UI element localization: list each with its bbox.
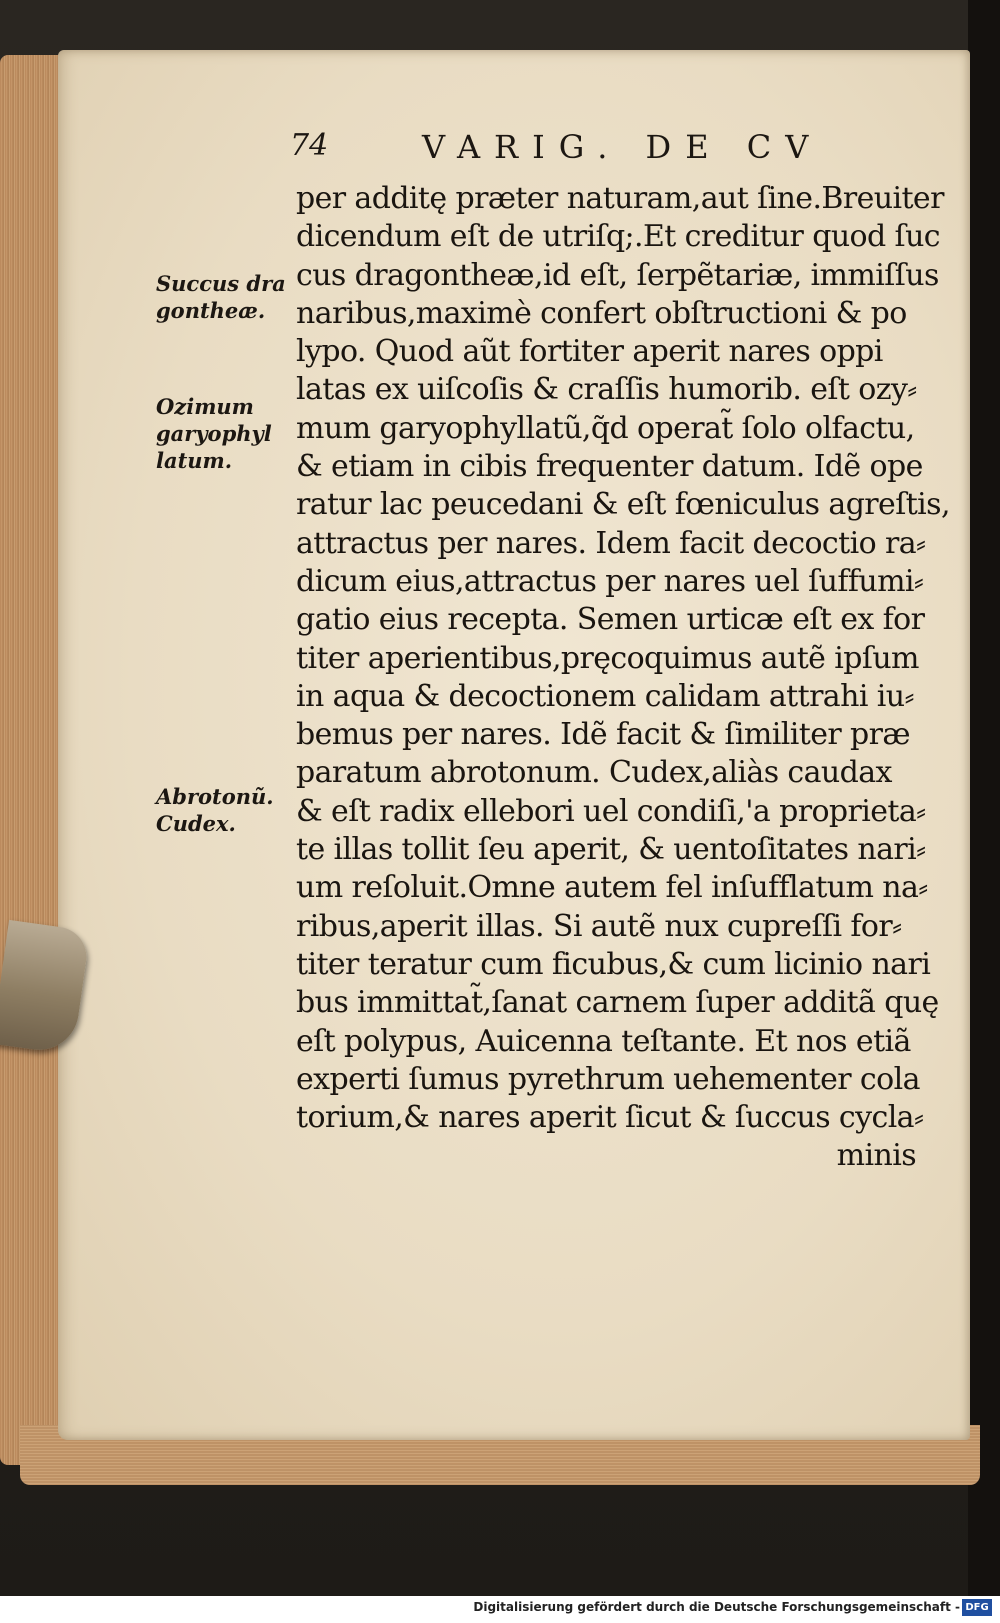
- text-line: um reſoluit.Omne autem fel inſufflatum na⸗: [296, 870, 928, 906]
- text-line: torium,& nares aperit ſicut & ſuccus cycla⸗: [296, 1100, 924, 1136]
- binding-gutter: [968, 0, 1000, 1596]
- text-line: naribus,maximè confert obſtructioni & po: [296, 295, 907, 331]
- page-header: [290, 128, 850, 178]
- text-line: lypo. Quod aũt fortiter aperit nares oppi: [296, 334, 883, 370]
- text-line: bus immittat̃,ſanat carnem ſuper additã quę: [296, 985, 939, 1021]
- text-line: paratum abrotonum. Cudex,aliàs caudax: [296, 755, 892, 791]
- text-line: attractus per nares. Idem facit decoctio ra⸗: [296, 525, 926, 561]
- text-line: experti ſumus pyrethrum uehementer cola: [296, 1061, 920, 1097]
- text-line: cus dragontheæ,id eſt, ſerpẽtariæ, immiſſus: [296, 257, 939, 293]
- text-line: & eſt radix ellebori uel condiſi,'a proprieta⸗: [296, 793, 926, 829]
- margin-note-succus: Succus dra gontheæ.: [156, 271, 286, 323]
- text-line: ribus,aperit illas. Si autẽ nux cupreſſi for⸗: [296, 908, 902, 944]
- body-text: [296, 180, 950, 1176]
- text-line: te illas tollit ſeu aperit, & uentoſitates nari⸗: [296, 832, 926, 868]
- text-line: in aqua & decoctionem calidam attrahi iu⸗: [296, 678, 914, 714]
- text-line: bemus per nares. Idẽ facit & ſimiliter præ: [296, 717, 910, 753]
- margin-note-ozimum: Ozimum garyophyl latum.: [156, 394, 272, 473]
- funding-credit: Digitalisierung gefördert durch die Deutsche Forschungsgemeinschaft -: [473, 1600, 960, 1614]
- dfg-logo: DFG: [962, 1599, 992, 1616]
- text-line: dicendum eſt de utriſq;.Et creditur quod ſuc: [296, 219, 940, 255]
- running-title: VARIG. DE CV: [422, 128, 823, 166]
- text-line: & etiam in cibis frequenter datum. Idẽ ope: [296, 449, 923, 485]
- text-line: per additę præter naturam,aut ſine.Breuiter: [296, 181, 944, 216]
- text-line: latas ex uiſcoſis & craſſis humorib. eſt ozy⸗: [296, 372, 917, 408]
- margin-note-abrotonum: Abrotonũ. Cudex.: [156, 784, 274, 836]
- text-line: mum garyophyllatũ,q̃d operat̃ ſolo olfactu,: [296, 410, 915, 446]
- text-line: titer teratur cum ficubus,& cum licinio nari: [296, 946, 931, 982]
- text-line: ratur lac peucedani & eſt fœniculus agreſtis,: [296, 487, 950, 523]
- text-line: titer aperientibus,pręcoquimus autẽ ipſum: [296, 640, 919, 676]
- text-line: dicum eius,attractus per nares uel ſuffumi⸗: [296, 563, 924, 599]
- page-number: 74: [290, 128, 329, 163]
- digitization-footer: [0, 1596, 1000, 1623]
- text-line: gatio eius recepta. Semen urticæ eſt ex for: [296, 602, 925, 638]
- text-line: eſt polypus, Auicenna teſtante. Et nos etiã: [296, 1023, 911, 1059]
- catchword: minis: [836, 1138, 916, 1174]
